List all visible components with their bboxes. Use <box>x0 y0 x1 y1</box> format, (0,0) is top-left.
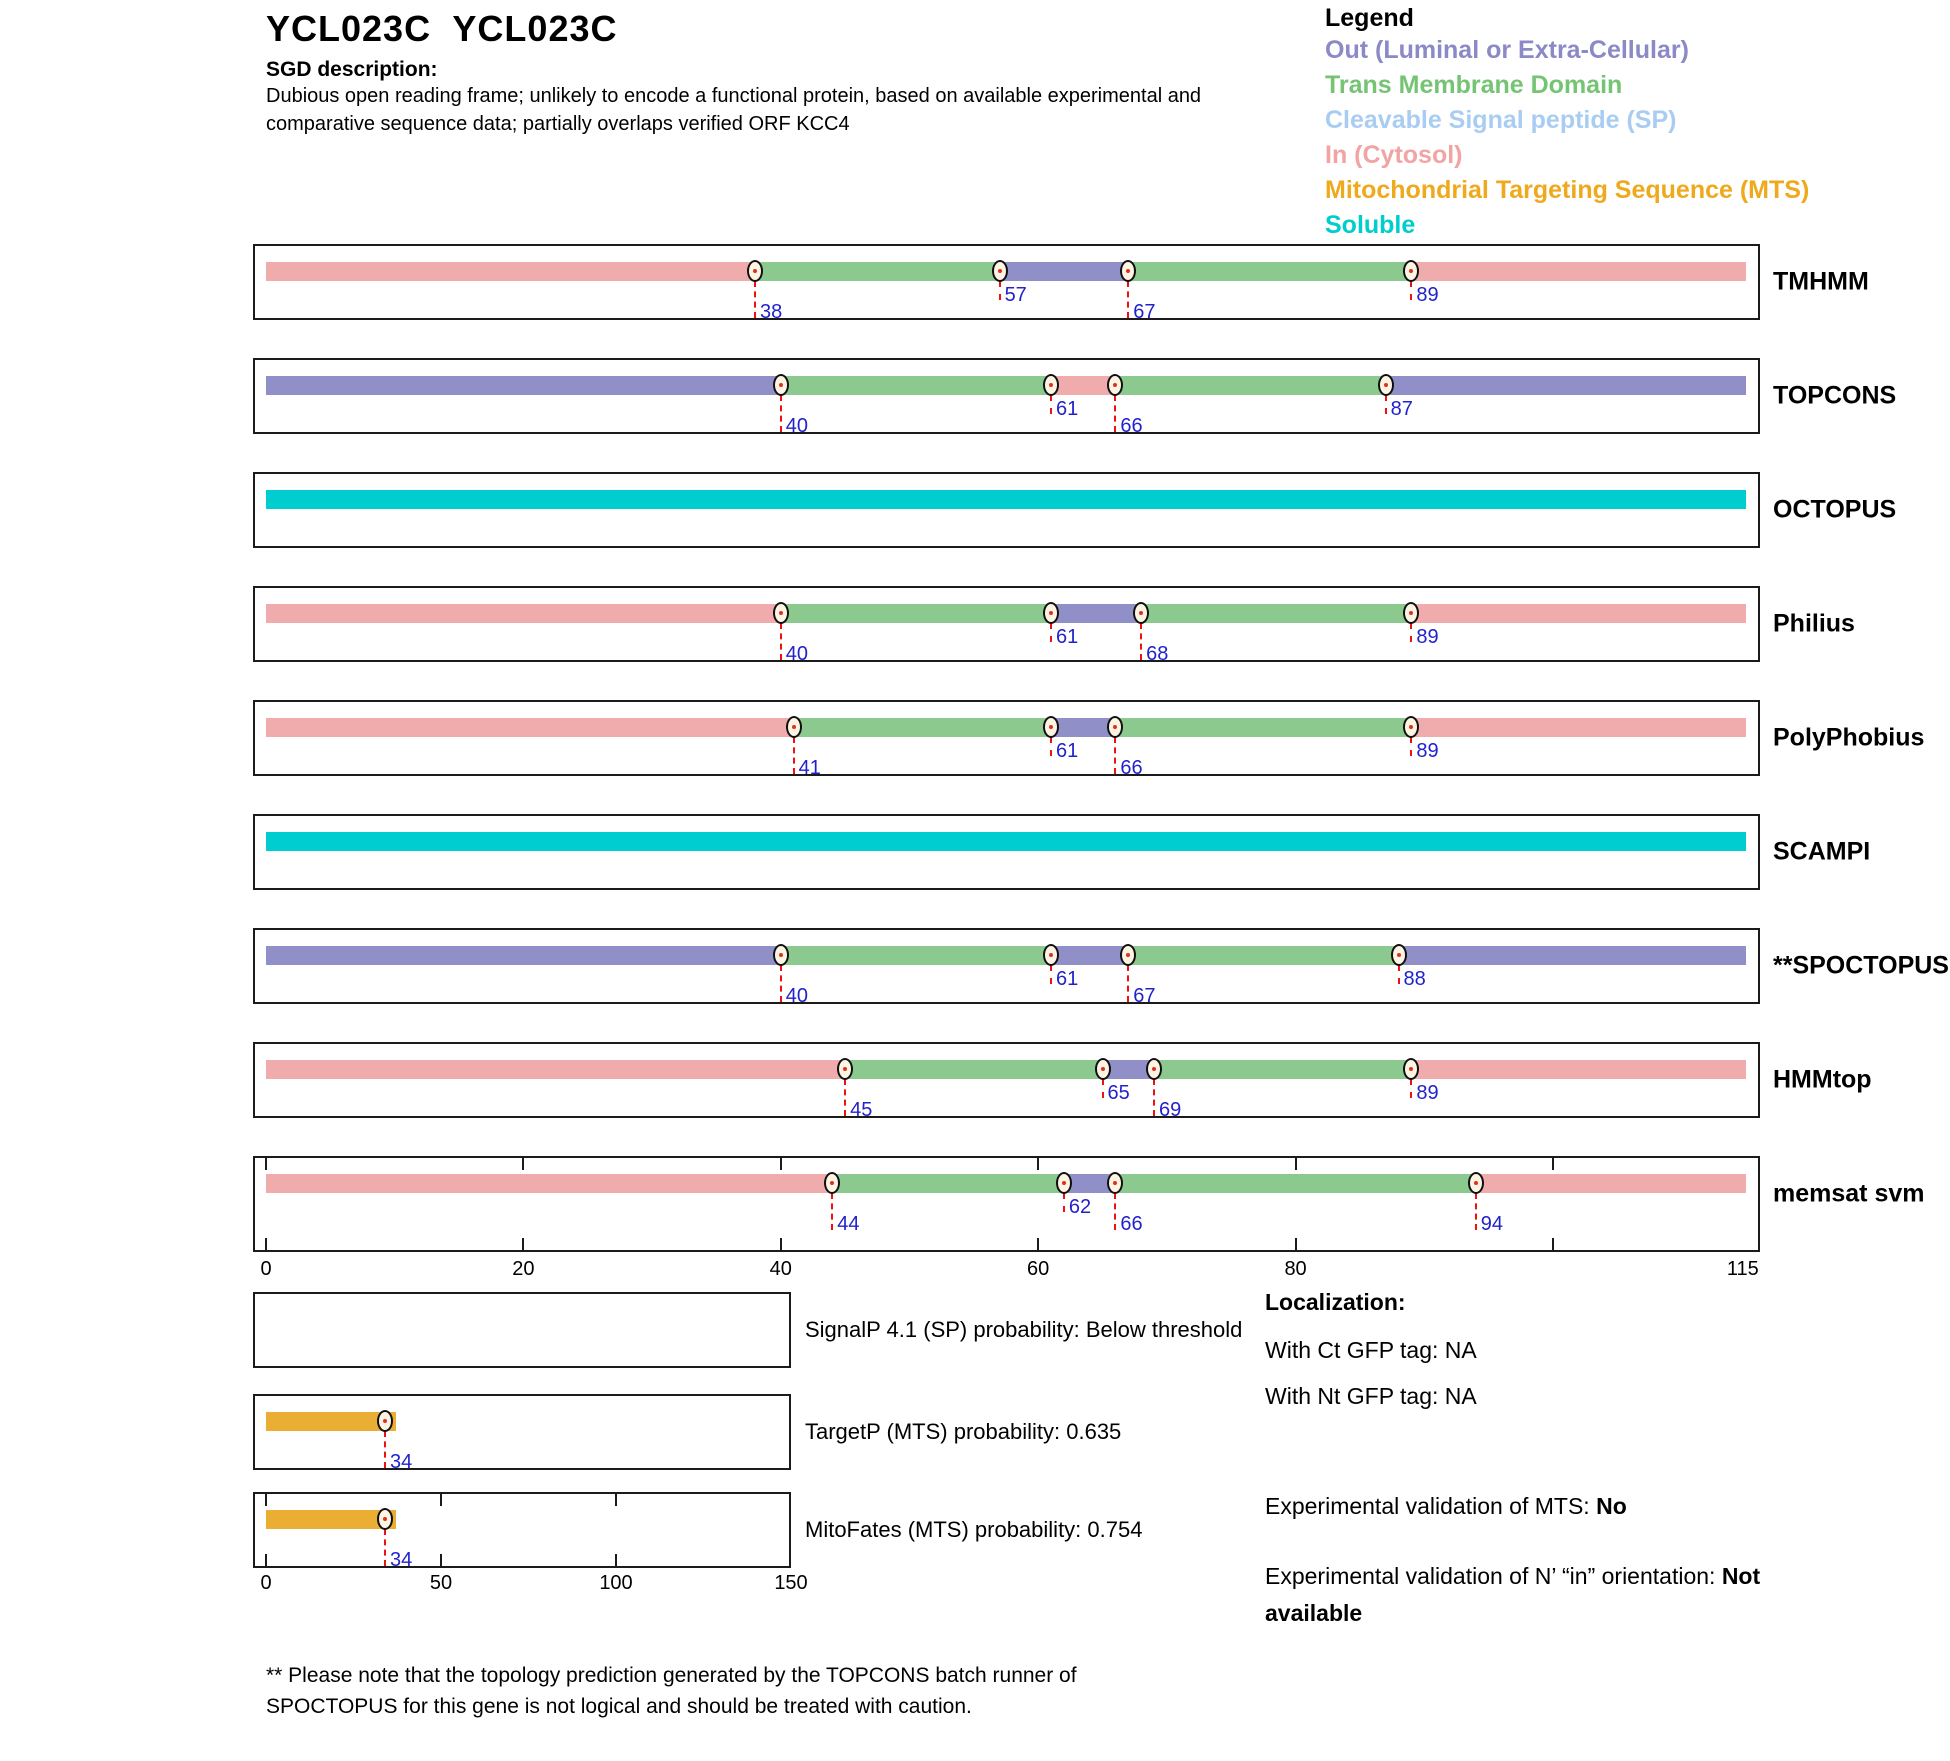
boundary-position-label: 66 <box>1120 415 1143 437</box>
track-label-8: memsat svm <box>1773 1179 1925 1208</box>
track-box-8 <box>253 1156 1760 1252</box>
mts-validation-value: No <box>1596 1493 1627 1519</box>
footnote-line2: SPOCTOPUS for this gene is not logical and should be treated with caution. <box>266 1695 972 1718</box>
marker-dot <box>1409 725 1413 729</box>
topology-segment-out <box>266 946 781 965</box>
legend-item-0: Out (Luminal or Extra-Cellular) <box>1325 36 1689 64</box>
boundary-dash-line <box>1114 1193 1116 1230</box>
track-label-1: TOPCONS <box>1773 381 1897 410</box>
boundary-position-label: 89 <box>1416 740 1439 762</box>
track-label-4: PolyPhobius <box>1773 723 1925 752</box>
marker-dot <box>1409 611 1413 615</box>
boundary-marker <box>1133 602 1149 624</box>
track-label-3: Philius <box>1773 609 1855 638</box>
boundary-position-label: 34 <box>390 1549 413 1571</box>
prob-box-TargetP <box>253 1394 791 1470</box>
track-box-7 <box>253 1042 1760 1118</box>
topology-segment-out <box>1051 946 1128 965</box>
localization-title: Localization: <box>1265 1289 1406 1315</box>
legend-item-3: In (Cytosol) <box>1325 141 1463 169</box>
topology-segment-out <box>1051 718 1115 737</box>
boundary-dash-line <box>1114 395 1116 432</box>
boundary-position-label: 88 <box>1403 968 1426 990</box>
legend <box>1325 4 1809 243</box>
boundary-marker <box>1095 1058 1111 1080</box>
marker-dot <box>1397 953 1401 957</box>
boundary-position-label: 45 <box>850 1099 873 1121</box>
track-box-6 <box>253 928 1760 1004</box>
boundary-dash-line <box>1398 965 1400 984</box>
boundary-position-label: 61 <box>1056 398 1079 420</box>
topology-segment-tm <box>1128 262 1411 281</box>
ruler-tick-top <box>1037 1158 1039 1170</box>
boundary-dash-line <box>1050 395 1052 414</box>
boundary-position-label: 41 <box>798 757 821 779</box>
boundary-position-label: 67 <box>1133 301 1156 323</box>
topology-segment-in <box>266 1174 832 1193</box>
boundary-dash-line <box>384 1431 386 1468</box>
topology-segment-out <box>1051 604 1141 623</box>
marker-dot <box>1113 725 1117 729</box>
localization-nt-gfp: With Nt GFP tag: NA <box>1265 1383 1477 1409</box>
boundary-dash-line <box>1050 737 1052 756</box>
marker-dot <box>1113 1181 1117 1185</box>
page-title: YCL023C YCL023C <box>266 8 618 49</box>
marker-dot <box>779 383 783 387</box>
topology-segment-tm <box>1115 1174 1475 1193</box>
marker-dot <box>779 953 783 957</box>
boundary-position-label: 89 <box>1416 626 1439 648</box>
boundary-dash-line <box>1114 737 1116 774</box>
boundary-marker <box>1043 716 1059 738</box>
boundary-position-label: 67 <box>1133 985 1156 1007</box>
legend-item-1: Trans Membrane Domain <box>1325 71 1623 99</box>
boundary-position-label: 61 <box>1056 626 1079 648</box>
boundary-position-label: 62 <box>1068 1196 1092 1218</box>
prob-caption-SignalP: SignalP 4.1 (SP) probability: Below threshold <box>805 1317 1243 1342</box>
boundary-dash-line <box>1410 737 1412 756</box>
track-label-7: HMMtop <box>1773 1065 1872 1094</box>
legend-items <box>1325 33 1809 243</box>
ruler-tick-top <box>265 1494 267 1506</box>
orientation-validation-value: Not available <box>1265 1563 1761 1626</box>
boundary-marker <box>1146 1058 1162 1080</box>
legend-title: Legend <box>1325 4 1414 32</box>
boundary-dash-line <box>780 623 782 660</box>
marker-dot <box>1152 1067 1156 1071</box>
ruler-tick-top <box>615 1494 617 1506</box>
ruler-tick-top <box>780 1158 782 1170</box>
marker-dot <box>830 1181 834 1185</box>
boundary-position-label: 40 <box>785 643 809 665</box>
marker-dot <box>1126 953 1130 957</box>
topology-segment-tm <box>1141 604 1411 623</box>
marker-dot <box>383 1419 387 1423</box>
prob-caption-TargetP: TargetP (MTS) probability: 0.635 <box>805 1419 1122 1444</box>
marker-dot <box>1139 611 1143 615</box>
boundary-marker <box>773 602 789 624</box>
boundary-position-label: 40 <box>785 985 809 1007</box>
x-axis-tick-label: 115 <box>1726 1258 1759 1280</box>
ruler-tick-bottom <box>522 1238 524 1250</box>
marker-dot <box>1384 383 1388 387</box>
ruler-tick-top <box>522 1158 524 1170</box>
marker-dot <box>1474 1181 1478 1185</box>
track-label-5: SCAMPI <box>1773 837 1871 866</box>
topology-segment-soluble <box>266 832 1746 851</box>
footnote-line1: ** Please note that the topology prediction generated by the TOPCONS batch runner of <box>266 1664 1077 1687</box>
boundary-dash-line <box>1385 395 1387 414</box>
spoctopus-footnote <box>266 1660 1077 1722</box>
topology-segment-in <box>1411 262 1746 281</box>
track-label-2: OCTOPUS <box>1773 495 1897 524</box>
sgd-description-line2: comparative sequence data; partially overlaps verified ORF KCC4 <box>266 113 850 135</box>
boundary-position-label: 34 <box>390 1451 413 1473</box>
boundary-dash-line <box>1050 623 1052 642</box>
ruler-tick-bottom <box>265 1238 267 1250</box>
sgd-description-label: SGD description: <box>266 58 438 81</box>
ruler-tick-bottom <box>265 1554 267 1566</box>
boundary-dash-line <box>1127 281 1129 318</box>
track-box-4 <box>253 700 1760 776</box>
boundary-position-label: 87 <box>1390 398 1413 420</box>
boundary-position-label: 38 <box>760 301 783 323</box>
localization-ct-gfp: With Ct GFP tag: NA <box>1265 1337 1477 1363</box>
ruler-tick-bottom <box>1037 1238 1039 1250</box>
prob-box-SignalP <box>253 1292 791 1368</box>
marker-dot <box>1049 725 1053 729</box>
marker-dot <box>1409 269 1413 273</box>
boundary-dash-line <box>1140 623 1142 660</box>
legend-item-5: Soluble <box>1325 211 1416 239</box>
x-axis-tick-label: 60 <box>1027 1258 1050 1280</box>
boundary-marker <box>1043 374 1059 396</box>
topology-segment-in <box>266 1060 845 1079</box>
boundary-dash-line <box>844 1079 846 1116</box>
boundary-dash-line <box>1153 1079 1155 1116</box>
topology-segment-out <box>1386 376 1746 395</box>
marker-dot <box>1126 269 1130 273</box>
prob-box-MitoFates <box>253 1492 791 1568</box>
boundary-marker <box>837 1058 853 1080</box>
topology-segment-tm <box>845 1060 1102 1079</box>
track-box-3 <box>253 586 1760 662</box>
mts-validation-line <box>1265 1490 1627 1523</box>
topology-segment-tm <box>1115 718 1411 737</box>
topology-segment-in <box>1476 1174 1746 1193</box>
topology-segment-tm <box>794 718 1051 737</box>
boundary-marker <box>747 260 763 282</box>
prob-caption-MitoFates: MitoFates (MTS) probability: 0.754 <box>805 1517 1143 1542</box>
boundary-marker <box>1043 944 1059 966</box>
boundary-marker <box>1056 1172 1072 1194</box>
boundary-position-label: 40 <box>785 415 809 437</box>
ruler-tick-bottom <box>440 1554 442 1566</box>
boundary-dash-line <box>1475 1193 1477 1230</box>
boundary-marker <box>992 260 1008 282</box>
boundary-marker <box>1378 374 1394 396</box>
x-axis-tick-label: 40 <box>769 1258 792 1280</box>
topology-segment-in <box>1411 604 1746 623</box>
track-label-0: TMHMM <box>1773 267 1869 296</box>
x-axis-tick-label: 0 <box>260 1258 272 1280</box>
x-axis-tick-label: 80 <box>1284 1258 1307 1280</box>
track-label-6: **SPOCTOPUS <box>1773 951 1949 980</box>
topology-segment-in <box>1411 718 1746 737</box>
orientation-validation-label: Experimental validation of N’ “in” orientation: <box>1265 1563 1722 1589</box>
marker-dot <box>753 269 757 273</box>
marker-dot <box>1049 953 1053 957</box>
ruler-tick-top <box>440 1494 442 1506</box>
boundary-position-label: 89 <box>1416 284 1439 306</box>
topology-segment-in <box>266 604 781 623</box>
topology-segment-tm <box>832 1174 1064 1193</box>
sgd-description-text <box>266 82 1201 138</box>
boundary-dash-line <box>999 281 1001 300</box>
prob-axis-tick-label: 0 <box>260 1572 272 1594</box>
topology-segment-in <box>266 262 755 281</box>
topology-segment-out <box>1399 946 1746 965</box>
sgd-description-line1: Dubious open reading frame; unlikely to encode a functional protein, based on available experimental and <box>266 85 1202 107</box>
boundary-position-label: 69 <box>1159 1099 1182 1121</box>
marker-dot <box>792 725 796 729</box>
boundary-dash-line <box>780 395 782 432</box>
boundary-dash-line <box>793 737 795 774</box>
boundary-position-label: 61 <box>1056 968 1079 990</box>
marker-dot <box>383 1517 387 1521</box>
boundary-position-label: 61 <box>1056 740 1079 762</box>
boundary-position-label: 89 <box>1416 1082 1439 1104</box>
topology-segment-tm <box>781 946 1051 965</box>
marker-dot <box>779 611 783 615</box>
topology-segment-tm <box>1128 946 1398 965</box>
ruler-tick-bottom <box>615 1554 617 1566</box>
topology-segment-soluble <box>266 490 1746 509</box>
track-box-0 <box>253 244 1760 320</box>
boundary-position-label: 57 <box>1004 284 1027 306</box>
boundary-marker <box>773 944 789 966</box>
boundary-marker <box>377 1410 393 1432</box>
marker-dot <box>1409 1067 1413 1071</box>
marker-dot <box>1113 383 1117 387</box>
boundary-position-label: 66 <box>1120 1213 1143 1235</box>
topology-segment-tm <box>781 376 1051 395</box>
marker-dot <box>1049 611 1053 615</box>
topology-segment-tm <box>781 604 1051 623</box>
ruler-tick-bottom <box>1295 1238 1297 1250</box>
boundary-marker <box>1043 602 1059 624</box>
ruler-tick-top <box>265 1158 267 1170</box>
boundary-dash-line <box>1050 965 1052 984</box>
boundary-position-label: 44 <box>837 1213 860 1235</box>
boundary-dash-line <box>384 1529 386 1566</box>
boundary-dash-line <box>1127 965 1129 1002</box>
boundary-marker <box>1468 1172 1484 1194</box>
topology-segment-tm <box>1154 1060 1411 1079</box>
boundary-position-label: 65 <box>1107 1082 1130 1104</box>
marker-dot <box>1049 383 1053 387</box>
ruler-tick-bottom <box>780 1238 782 1250</box>
boundary-position-label: 68 <box>1146 643 1169 665</box>
boundary-dash-line <box>754 281 756 318</box>
boundary-position-label: 94 <box>1480 1213 1503 1235</box>
marker-dot <box>998 269 1002 273</box>
boundary-dash-line <box>1410 1079 1412 1098</box>
prob-axis-tick-label: 150 <box>774 1572 808 1594</box>
boundary-dash-line <box>1410 281 1412 300</box>
boundary-marker <box>1391 944 1407 966</box>
ruler-tick-top <box>1295 1158 1297 1170</box>
boundary-dash-line <box>831 1193 833 1230</box>
boundary-marker <box>377 1508 393 1530</box>
topology-segment-tm <box>755 262 1000 281</box>
marker-dot <box>843 1067 847 1071</box>
topology-segment-in <box>266 718 794 737</box>
boundary-marker <box>773 374 789 396</box>
track-box-5 <box>253 814 1760 890</box>
marker-dot <box>1101 1067 1105 1071</box>
topology-segment-in <box>1411 1060 1746 1079</box>
boundary-dash-line <box>1410 623 1412 642</box>
track-box-2 <box>253 472 1760 548</box>
orientation-validation-line <box>1265 1558 1830 1632</box>
topology-segment-out <box>266 376 781 395</box>
topology-segment-tm <box>1115 376 1385 395</box>
ruler-tick-bottom <box>1552 1238 1554 1250</box>
topology-segment-out <box>1000 262 1129 281</box>
legend-item-4: Mitochondrial Targeting Sequence (MTS) <box>1325 176 1810 204</box>
ruler-tick-top <box>1552 1158 1554 1170</box>
prob-axis-tick-label: 100 <box>599 1572 633 1594</box>
marker-dot <box>1062 1181 1066 1185</box>
legend-item-2: Cleavable Signal peptide (SP) <box>1325 106 1677 134</box>
x-axis-tick-label: 20 <box>512 1258 535 1280</box>
boundary-dash-line <box>1102 1079 1104 1098</box>
mts-validation-label: Experimental validation of MTS: <box>1265 1493 1597 1519</box>
prob-axis-tick-label: 50 <box>429 1572 453 1594</box>
boundary-dash-line <box>1063 1193 1065 1212</box>
boundary-marker <box>786 716 802 738</box>
track-box-1 <box>253 358 1760 434</box>
boundary-position-label: 66 <box>1120 757 1143 779</box>
topology-segment-in <box>1051 376 1115 395</box>
boundary-dash-line <box>780 965 782 1002</box>
